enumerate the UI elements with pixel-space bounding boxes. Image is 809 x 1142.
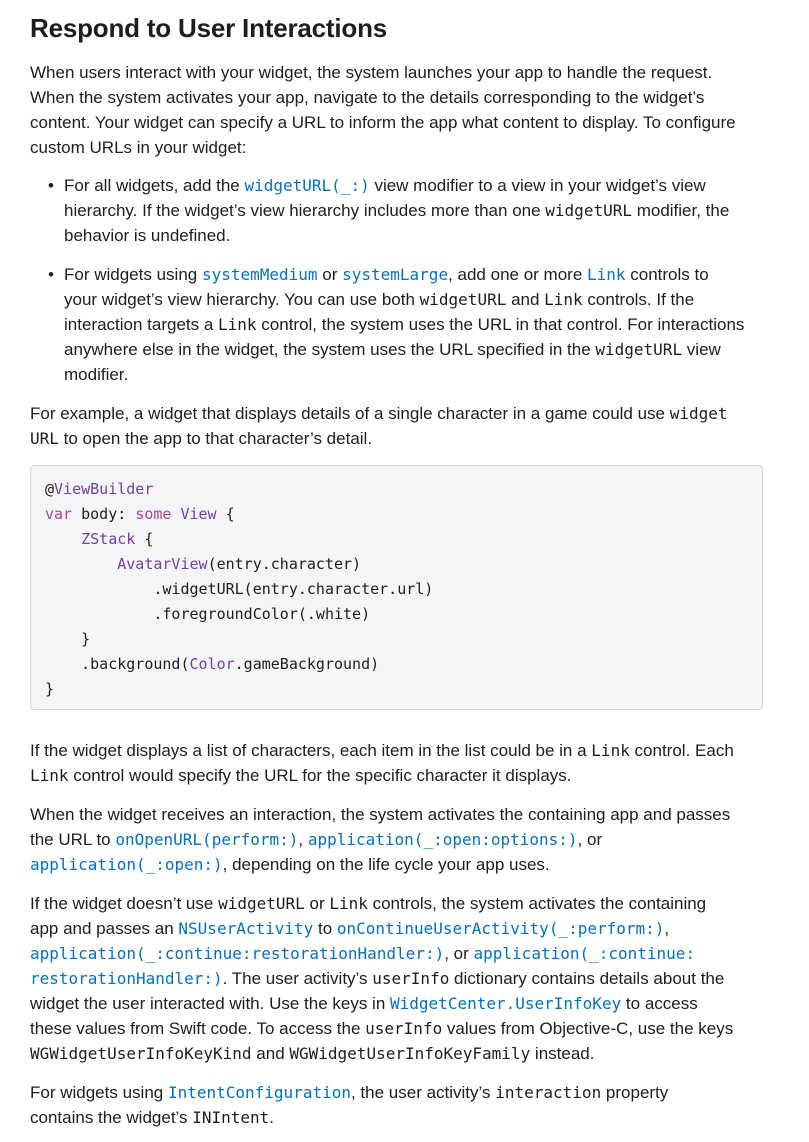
code-token (45, 530, 81, 548)
example-paragraph (30, 401, 780, 451)
text-span: If the widget displays a list of characters, each item in the list could be in a (30, 741, 592, 760)
text-span: modifier. (64, 365, 129, 384)
code-line (45, 527, 762, 552)
code-line: } (45, 630, 91, 648)
list-item (30, 173, 780, 248)
code-line: } (45, 680, 55, 698)
intro-line: When the system activates your app, navigate to the details corresponding to the widget’s (30, 88, 705, 107)
code-token: View (180, 505, 217, 523)
interaction-paragraph (30, 802, 780, 877)
inline-code: Link (218, 315, 257, 334)
inline-code: widgetURL (545, 201, 632, 220)
text-span: If the widget doesn’t use (30, 894, 219, 913)
text-span: contains the widget’s (30, 1108, 193, 1127)
text-span: , (664, 919, 670, 938)
link-control-link[interactable]: Link (587, 265, 626, 284)
text-span: , or (577, 830, 603, 849)
nsuseractivity-link[interactable]: NSUserActivity (178, 919, 314, 938)
inline-code: Link (544, 290, 583, 309)
code-token: body: (72, 505, 136, 523)
text-span: to access (621, 994, 698, 1013)
text-span: , the user activity’s (350, 1083, 496, 1102)
text-span: view modifier to a view in your widget’s view (369, 176, 706, 195)
text-span: to (313, 919, 337, 938)
text-span: values from Objective-C, use the keys (442, 1019, 734, 1038)
text-span: control, the system uses the URL in that control. For interactions (256, 315, 745, 334)
text-span: control would specify the URL for the specific character it displays. (68, 766, 572, 785)
code-token: .background( (45, 655, 190, 673)
text-span: instead. (530, 1044, 595, 1063)
intent-paragraph (30, 1080, 780, 1130)
text-span: and (251, 1044, 290, 1063)
code-line (45, 652, 762, 677)
text-span: For example, a widget that displays details of a single character in a game could use (30, 404, 670, 423)
inline-code: widgetURL (595, 340, 683, 359)
code-line: .foregroundColor(.white) (45, 605, 371, 623)
bullet-icon: • (48, 176, 54, 195)
text-span: , (298, 830, 308, 849)
code-token: { (135, 530, 154, 548)
application-continue-restoration-link[interactable]: restorationHandler:) (30, 969, 223, 988)
inline-code: INIntent (192, 1108, 270, 1127)
text-span: , add one or more (448, 265, 587, 284)
application-open-options-link[interactable]: application(_:open:options:) (307, 830, 578, 849)
intentconfiguration-link[interactable]: IntentConfiguration (167, 1083, 351, 1102)
widgetcenter-userinfokey-link[interactable]: WidgetCenter.UserInfoKey (390, 994, 622, 1013)
systemmedium-link[interactable]: systemMedium (201, 265, 318, 284)
inline-code: Link (30, 766, 69, 785)
text-span: your widget’s view hierarchy. You can use both (64, 290, 420, 309)
widgeturl-link[interactable]: widgetURL(_:) (244, 176, 370, 195)
intro-line: custom URLs in your widget: (30, 138, 247, 157)
code-token: { (216, 505, 235, 523)
inline-code: widget (669, 404, 728, 423)
code-token: ViewBuilder (54, 480, 154, 498)
text-span: behavior is undefined. (64, 226, 231, 245)
list-item (30, 262, 780, 387)
text-span: control. Each (629, 741, 734, 760)
text-span: For all widgets, add the (64, 176, 245, 195)
inline-code: userInfo (365, 1019, 443, 1038)
inline-code: widgetURL (218, 894, 305, 913)
user-activity-paragraph (30, 891, 780, 1066)
text-span: When the widget receives an interaction, the system activates the containing app and passes (30, 805, 731, 824)
text-span: For widgets using (64, 265, 202, 284)
text-span: , depending on the life cycle your app uses. (222, 855, 550, 874)
inline-code: userInfo (372, 969, 450, 988)
code-token: (entry.character) (207, 555, 362, 573)
onopenurl-link[interactable]: onOpenURL(perform:) (115, 830, 299, 849)
text-span: . (269, 1108, 275, 1127)
bullet-icon: • (48, 265, 54, 284)
intro-paragraph (30, 60, 780, 160)
code-line: .widgetURL(entry.character.url) (45, 580, 434, 598)
text-span: controls. If the (582, 290, 695, 309)
oncontinueuseractivity-link[interactable]: onContinueUserActivity(_:perform:) (336, 919, 665, 938)
text-span: For widgets using (30, 1083, 168, 1102)
text-span: interaction targets a (64, 315, 219, 334)
text-span: or (304, 894, 330, 913)
article-content (30, 0, 780, 1130)
list-paragraph (30, 738, 780, 788)
application-continue-link[interactable]: application(_:continue:restorationHandler:) (30, 944, 445, 963)
code-token: @ (45, 480, 55, 498)
inline-code: Link (329, 894, 368, 913)
text-span: widget the user interacted with. Use the keys in (30, 994, 391, 1013)
text-span: property (601, 1083, 669, 1102)
code-token: ZStack (81, 530, 136, 548)
text-span: app and passes an (30, 919, 179, 938)
text-span: and (506, 290, 545, 309)
intro-line: content. Your widget can specify a URL to inform the app what content to display. To configure (30, 113, 736, 132)
inline-code: WGWidgetUserInfoKeyKind (30, 1044, 252, 1063)
code-line (45, 502, 762, 527)
text-span: , or (444, 944, 474, 963)
code-listing (30, 465, 763, 710)
inline-code: Link (591, 741, 630, 760)
text-span: . The user activity’s (222, 969, 373, 988)
text-span: view (682, 340, 721, 359)
inline-code: interaction (495, 1083, 602, 1102)
text-span: controls, the system activates the containing (367, 894, 707, 913)
text-span: to open the app to that character’s detail. (58, 429, 373, 448)
code-token (45, 555, 117, 573)
text-span: or (317, 265, 343, 284)
code-token: .gameBackground) (234, 655, 380, 673)
inline-code: widgetURL (419, 290, 507, 309)
bullet-list (30, 173, 780, 387)
application-continue-restoration-link[interactable]: application(_:continue: (473, 944, 696, 963)
code-token: var (45, 505, 73, 523)
text-span: anywhere else in the widget, the system uses the URL specified in the (64, 340, 596, 359)
text-span: the URL to (30, 830, 116, 849)
code-token: Color (189, 655, 235, 673)
text-span: modifier, the (631, 201, 730, 220)
code-line (45, 552, 762, 577)
text-span: controls to (625, 265, 709, 284)
application-open-link[interactable]: application(_:open:) (30, 855, 223, 874)
inline-code: WGWidgetUserInfoKeyFamily (289, 1044, 531, 1063)
inline-code: URL (30, 429, 59, 448)
text-span: these values from Swift code. To access the (30, 1019, 366, 1038)
section-heading: Respond to User Interactions (30, 13, 388, 43)
systemlarge-link[interactable]: systemLarge (342, 265, 449, 284)
text-span: hierarchy. If the widget’s view hierarchy includes more than one (64, 201, 546, 220)
code-token: AvatarView (117, 555, 208, 573)
intro-line: When users interact with your widget, the system launches your app to handle the request. (30, 63, 713, 82)
code-token: some (135, 505, 172, 523)
code-line (45, 477, 762, 502)
text-span: dictionary contains details about the (449, 969, 725, 988)
